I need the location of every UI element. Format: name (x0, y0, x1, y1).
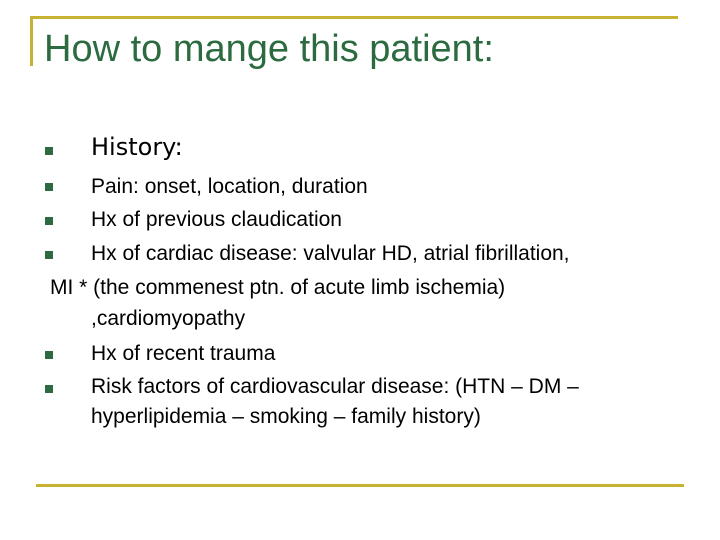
bullet-square-icon (45, 183, 53, 191)
list-item-continuation: MI * (the commenest ptn. of acute limb ischemia) (50, 276, 506, 299)
list-item-continuation: ,cardiomyopathy (91, 307, 246, 330)
top-rule (30, 16, 678, 19)
list-item-continuation: hyperlipidemia – smoking – family history) (91, 405, 481, 428)
bullet-square-icon (45, 351, 53, 359)
list-item: Hx of previous claudication (91, 208, 342, 231)
slide-title: How to mange this patient: (44, 28, 494, 70)
bottom-rule (36, 484, 684, 487)
bullet-square-icon (45, 147, 53, 155)
bullet-square-icon (45, 251, 53, 259)
left-rule (30, 16, 33, 66)
bullet-square-icon (45, 217, 53, 225)
bullet-square-icon (45, 385, 53, 393)
list-item: Hx of cardiac disease: valvular HD, atrial fibrillation, (91, 242, 570, 265)
history-heading: History: (91, 133, 183, 161)
list-item: Hx of recent trauma (91, 342, 276, 365)
list-item: Pain: onset, location, duration (91, 175, 368, 198)
list-item: Risk factors of cardiovascular disease: (HTN – DM – (91, 375, 579, 398)
